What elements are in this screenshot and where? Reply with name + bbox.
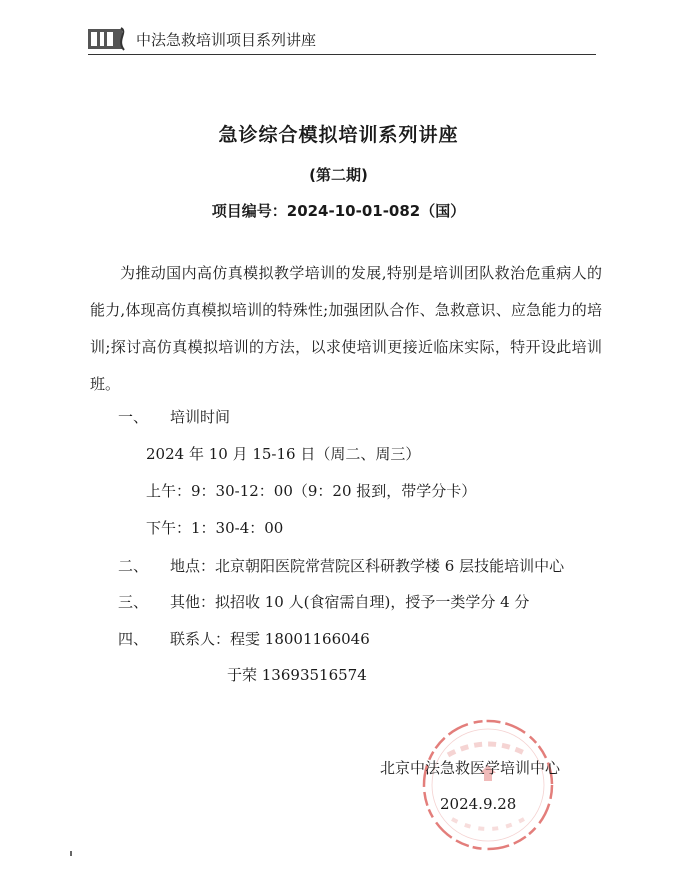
contact-2: 于荣 13693516574	[227, 666, 367, 684]
header-rule	[88, 54, 596, 55]
page-header	[88, 26, 316, 52]
issue-number: (第二期)	[309, 166, 368, 184]
signature-org: 北京中法急救医学培训中心	[380, 759, 561, 777]
section-number: 四、	[118, 630, 149, 648]
section-number: 一、	[118, 408, 149, 426]
contact-label: 联系人：	[170, 630, 231, 648]
training-date: 2024 年 10 月 15-16 日（周二、周三）	[146, 445, 421, 463]
other-text: 其他：拟招收 10 人(食宿需自理)，授予一类学分 4 分	[170, 593, 530, 611]
afternoon-time: 下午：1：30-4：00	[146, 519, 284, 537]
page-title: 急诊综合模拟培训系列讲座	[218, 124, 459, 146]
intro-paragraph: 为推动国内高仿真模拟教学培训的发展,特别是培训团队救治危重病人的能力,体现高仿真模拟培训的特殊性;加强团队合作、急救意识、应急能力的培训;探讨高仿真模拟培训的方法，以求使培训更接近临床实际，特开设此培训班。	[90, 264, 602, 393]
section-number: 二、	[118, 557, 149, 575]
section-time	[118, 406, 230, 427]
project-code: 项目编号：2024-10-01-082（国）	[211, 202, 466, 220]
morning-time: 上午：9：30-12：00（9：20 报到，带学分卡）	[146, 482, 477, 500]
logo-icon	[88, 26, 128, 52]
section-location	[118, 555, 564, 576]
signature-date: 2024.9.28	[440, 795, 517, 813]
section-label: 培训时间	[170, 408, 231, 426]
section-other	[118, 591, 529, 612]
section-contact	[118, 628, 370, 649]
scan-mark	[70, 851, 72, 856]
location-text: 地点：北京朝阳医院常营院区科研教学楼 6 层技能培训中心	[170, 557, 565, 575]
header-text: 中法急救培训项目系列讲座	[136, 30, 317, 49]
section-number: 三、	[118, 593, 149, 611]
contact-1: 程雯 18001166046	[230, 630, 370, 648]
seal-stamp-icon	[418, 715, 558, 855]
